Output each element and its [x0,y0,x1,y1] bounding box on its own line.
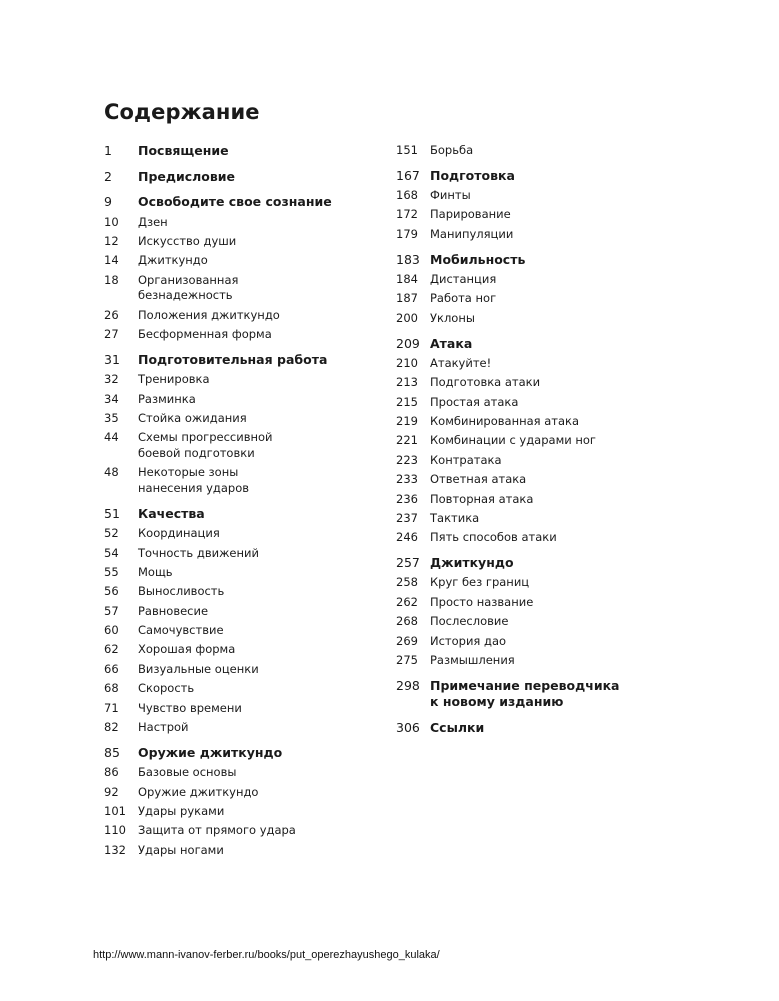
toc-subsection-entry [396,433,696,449]
toc-section-entry [104,506,384,523]
toc-column-right [396,143,696,740]
page-title: Содержание [104,100,260,124]
toc-subsection-entry [104,253,384,269]
toc-section-entry [396,336,696,353]
toc-entry-label: Удары руками [138,803,225,818]
toc-page-number: 110 [104,823,126,838]
toc-entry-label: Подготовка атаки [430,375,541,390]
toc-entry-label: Контратака [430,452,502,467]
toc-page-number: 258 [396,575,418,590]
toc-page-number: 223 [396,452,418,467]
toc-subsection-entry [396,414,696,430]
toc-subsection-entry [396,472,696,488]
toc-entry-label: Парирование [430,207,511,222]
toc-page-number: 54 [104,545,119,560]
toc-page-number: 219 [396,413,418,428]
toc-entry-label: Организованная безнадежность [138,272,239,303]
toc-entry-label: Освободите свое сознание [138,194,332,210]
toc-page-number: 1 [104,143,112,158]
toc-subsection-entry [104,430,384,461]
toc-entry-label: Уклоны [430,310,475,325]
toc-entry-label: Удары ногами [138,842,224,857]
toc-section-entry [104,143,384,160]
toc-page-number: 187 [396,291,418,306]
toc-entry-label: Качества [138,505,205,521]
toc-page-number: 257 [396,555,420,571]
toc-entry-label: Разминка [138,391,196,406]
toc-page-number: 71 [104,700,119,715]
toc-page-number: 55 [104,564,119,579]
toc-page-number: 132 [104,842,126,857]
toc-subsection-entry [396,395,696,411]
toc-entry-label: История дао [430,633,507,648]
toc-page-number: 82 [104,720,119,735]
toc-subsection-entry [396,614,696,630]
toc-page-number: 10 [104,214,119,229]
toc-page-number: 246 [396,530,418,545]
toc-entry-label: Оружие джиткундо [138,744,283,760]
toc-section-entry [104,169,384,186]
toc-page-number: 12 [104,234,119,249]
toc-page-number: 9 [104,194,112,210]
toc-entry-label: Защита от прямого удара [138,823,296,838]
toc-subsection-entry [396,511,696,527]
toc-column-left [104,143,384,862]
toc-entry-label: Просто название [430,594,534,609]
toc-entry-label: Джиткундо [138,253,208,268]
toc-subsection-entry [396,143,696,159]
toc-entry-label: Размышления [430,652,515,667]
toc-entry-label: Атака [430,335,473,351]
toc-entry-label: Подготовительная работа [138,352,328,367]
toc-section-entry [396,678,696,711]
toc-page-number: 2 [104,168,112,184]
toc-subsection-entry [396,272,696,288]
toc-subsection-entry [104,392,384,408]
toc-subsection-entry [104,215,384,231]
toc-subsection-entry [104,526,384,542]
toc-entry-label: Примечание переводчика к новому изданию [430,677,620,710]
toc-subsection-entry [396,207,696,223]
toc-subsection-entry [104,273,384,304]
toc-subsection-entry [104,843,384,859]
toc-entry-label: Работа ног [430,291,497,306]
toc-subsection-entry [104,565,384,581]
toc-entry-label: Дистанция [430,271,497,286]
toc-entry-label: Выносливость [138,584,225,599]
toc-entry-label: Повторная атака [430,491,534,506]
toc-page-number: 26 [104,307,119,322]
toc-page-number: 213 [396,375,418,390]
toc-section-entry [396,168,696,185]
toc-page-number: 237 [396,510,418,525]
toc-page-number: 269 [396,633,418,648]
toc-subsection-entry [396,311,696,327]
toc-page-number: 268 [396,614,418,629]
toc-subsection-entry [396,595,696,611]
toc-section-entry [396,555,696,572]
toc-entry-label: Координация [138,526,220,541]
toc-entry-label: Борьба [430,143,474,157]
toc-section-entry [104,745,384,762]
toc-subsection-entry [104,411,384,427]
toc-section-entry [104,194,384,211]
toc-page-number: 52 [104,526,119,541]
toc-entry-label: Скорость [138,681,195,696]
toc-entry-label: Подготовка [430,167,515,183]
toc-subsection-entry [104,720,384,736]
toc-page-number: 44 [104,430,119,445]
toc-subsection-entry [104,662,384,678]
toc-subsection-entry [104,642,384,658]
toc-page-number: 18 [104,272,119,287]
toc-subsection-entry [104,681,384,697]
toc-page-number: 27 [104,327,119,342]
toc-entry-label: Схемы прогрессивной боевой подготовки [138,430,273,461]
toc-subsection-entry [396,634,696,650]
toc-entry-label: Чувство времени [138,700,242,715]
toc-subsection-entry [104,372,384,388]
toc-subsection-entry [104,823,384,839]
toc-entry-label: Точность движений [138,545,259,560]
toc-subsection-entry [396,575,696,591]
toc-entry-label: Самочувствие [138,623,224,638]
toc-page-number: 262 [396,594,418,609]
toc-subsection-entry [396,188,696,204]
toc-page-number: 151 [396,143,418,157]
toc-page-number: 14 [104,253,119,268]
toc-entry-label: Ссылки [430,719,485,735]
toc-subsection-entry [396,375,696,391]
toc-section-entry [396,252,696,269]
toc-page-number: 236 [396,491,418,506]
toc-entry-label: Положения джиткундо [138,307,280,322]
toc-entry-label: Комбинации с ударами ног [430,433,596,448]
toc-entry-label: Мобильность [430,251,526,267]
toc-subsection-entry [104,465,384,496]
toc-entry-label: Тактика [430,510,480,525]
toc-entry-label: Манипуляции [430,226,514,241]
toc-section-entry [104,352,384,369]
toc-page-number: 179 [396,226,418,241]
toc-subsection-entry [104,623,384,639]
toc-section-entry [396,720,696,737]
toc-subsection-entry [104,804,384,820]
toc-page-number: 215 [396,394,418,409]
toc-entry-label: Ответная атака [430,472,527,487]
toc-page-number: 92 [104,784,119,799]
toc-entry-label: Настрой [138,720,189,735]
toc-subsection-entry [396,653,696,669]
toc-entry-label: Атакуйте! [430,355,492,370]
toc-page-number: 168 [396,188,418,203]
toc-subsection-entry [104,308,384,324]
toc-entry-label: Тренировка [138,372,210,387]
toc-page-number: 60 [104,623,119,638]
toc-page-number: 184 [396,271,418,286]
toc-page-number: 275 [396,652,418,667]
toc-entry-label: Хорошая форма [138,642,236,657]
toc-subsection-entry [396,453,696,469]
toc-entry-label: Круг без границ [430,575,530,590]
toc-page-number: 31 [104,352,120,367]
toc-page-number: 233 [396,472,418,487]
toc-entry-label: Посвящение [138,143,229,158]
toc-entry-label: Простая атака [430,394,519,409]
toc-subsection-entry [104,234,384,250]
toc-page-number: 172 [396,207,418,222]
toc-subsection-entry [396,492,696,508]
toc-subsection-entry [104,785,384,801]
toc-page-number: 167 [396,167,420,183]
toc-entry-label: Базовые основы [138,765,237,780]
toc-subsection-entry [396,530,696,546]
toc-entry-label: Оружие джиткундо [138,784,259,799]
toc-page-number: 56 [104,584,119,599]
toc-page-number: 35 [104,411,119,426]
toc-page-number: 57 [104,603,119,618]
toc-subsection-entry [396,291,696,307]
toc-subsection-entry [396,227,696,243]
toc-page-number: 66 [104,661,119,676]
toc-entry-label: Равновесие [138,603,209,618]
toc-page-number: 183 [396,251,420,267]
toc-entry-label: Послесловие [430,614,509,629]
toc-entry-label: Искусство души [138,234,237,249]
toc-subsection-entry [104,604,384,620]
toc-page-number: 306 [396,719,420,735]
toc-entry-label: Дзен [138,214,168,229]
toc-subsection-entry [104,701,384,717]
toc-page-number: 68 [104,681,119,696]
toc-subsection-entry [104,327,384,343]
toc-entry-label: Визуальные оценки [138,661,259,676]
toc-entry-label: Мощь [138,564,173,579]
toc-subsection-entry [104,584,384,600]
toc-entry-label: Некоторые зоны нанесения ударов [138,465,250,496]
source-url[interactable]: http://www.mann-ivanov-ferber.ru/books/put_operezhayushego_kulaka/ [93,949,440,961]
toc-entry-label: Финты [430,188,471,203]
toc-entry-label: Предисловие [138,168,236,184]
toc-entry-label: Джиткундо [430,555,514,571]
toc-entry-label: Пять способов атаки [430,530,557,545]
toc-subsection-entry [104,546,384,562]
toc-page-number: 210 [396,355,418,370]
toc-page-number: 62 [104,642,119,657]
toc-page-number: 200 [396,310,418,325]
toc-subsection-entry [396,356,696,372]
toc-entry-label: Комбинированная атака [430,413,580,428]
toc-page-number: 48 [104,465,119,480]
toc-page-number: 51 [104,505,120,521]
toc-page-number: 209 [396,335,420,351]
toc-subsection-entry [104,765,384,781]
toc-page-number: 298 [396,677,420,693]
toc-page-number: 85 [104,744,120,760]
toc-page-number: 221 [396,433,418,448]
toc-page-number: 34 [104,391,119,406]
toc-page-number: 32 [104,372,119,387]
toc-entry-label: Бесформенная форма [138,327,272,342]
toc-page-number: 101 [104,803,126,818]
toc-page-number: 86 [104,765,119,780]
toc-entry-label: Стойка ожидания [138,411,247,426]
